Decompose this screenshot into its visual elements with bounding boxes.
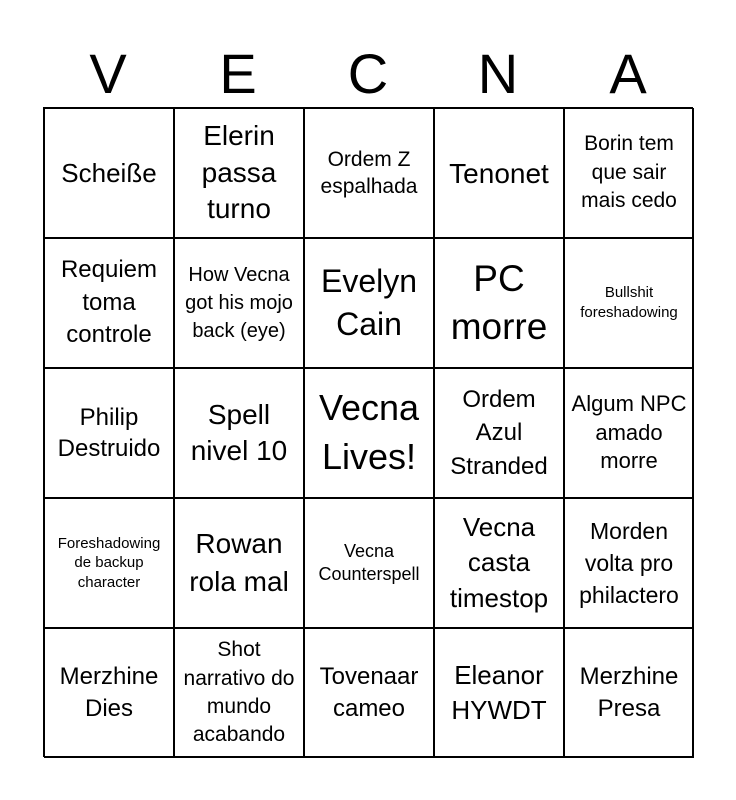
header-letter-n: N xyxy=(477,42,519,105)
header-letter-e: E xyxy=(219,42,257,105)
cell-text: Vecna casta timestop xyxy=(449,512,549,613)
cell-text: Eleanor HYWDT xyxy=(451,659,547,725)
cell-text: Morden volta pro philactero xyxy=(579,517,679,609)
cell-text: Merzhine Dies xyxy=(59,662,159,722)
bingo-cell-r5c2[interactable] xyxy=(174,628,304,758)
cell-text: Evelyn Cain xyxy=(320,262,418,342)
bingo-cell-r3c2[interactable] xyxy=(174,368,304,498)
cell-text: Tovenaar cameo xyxy=(319,662,419,722)
bingo-cell-r4c3[interactable] xyxy=(304,498,434,628)
bingo-cell-r1c4[interactable] xyxy=(434,108,564,238)
cell-text: Rowan rola mal xyxy=(189,528,289,597)
bingo-cell-r5c4[interactable] xyxy=(434,628,564,758)
cell-text: Philip Destruido xyxy=(57,403,161,462)
bingo-cell-r2c2[interactable] xyxy=(174,238,304,368)
header-letter-c: C xyxy=(347,42,389,105)
cell-text: Shot narrativo do mundo acabando xyxy=(183,638,295,747)
bingo-cell-r2c1[interactable] xyxy=(44,238,174,368)
cell-text: Requiem toma controle xyxy=(60,256,158,349)
bingo-cell-r1c1[interactable] xyxy=(44,108,174,238)
cell-text: Merzhine Presa xyxy=(579,662,679,722)
bingo-cell-r3c5[interactable] xyxy=(564,368,694,498)
bingo-cell-r2c3[interactable] xyxy=(304,238,434,368)
bingo-cell-r5c5[interactable] xyxy=(564,628,694,758)
bingo-cell-r4c1[interactable] xyxy=(44,498,174,628)
header-letter-v: V xyxy=(89,42,127,105)
bingo-cell-r1c2[interactable] xyxy=(174,108,304,238)
cell-text: Tenonet xyxy=(449,157,549,189)
bingo-cell-r1c5[interactable] xyxy=(564,108,694,238)
cell-text: Elerin passa turno xyxy=(201,120,277,225)
bingo-cell-r3c4[interactable] xyxy=(434,368,564,498)
cell-text: Ordem Z espalhada xyxy=(320,147,418,198)
bingo-cell-r2c4[interactable] xyxy=(434,238,564,368)
bingo-cell-r3c3[interactable] xyxy=(304,368,434,498)
cell-text: Spell nivel 10 xyxy=(190,398,288,466)
cell-text: Foreshadowing de backup character xyxy=(57,534,161,591)
bingo-cell-r1c3[interactable] xyxy=(304,108,434,238)
header-letter-a: A xyxy=(609,42,647,105)
bingo-cell-r3c1[interactable] xyxy=(44,368,174,498)
cell-text: Bullshit foreshadowing xyxy=(580,283,678,321)
bingo-cell-r4c5[interactable] xyxy=(564,498,694,628)
cell-text: PC morre xyxy=(450,257,548,347)
cell-text: Vecna Lives! xyxy=(318,387,420,477)
cell-text: How Vecna got his mojo back (eye) xyxy=(185,264,293,342)
bingo-header xyxy=(43,40,693,108)
bingo-cell-r2c5[interactable] xyxy=(564,238,694,368)
cell-text: Ordem Azul Stranded xyxy=(450,385,548,480)
bingo-cell-r4c4[interactable] xyxy=(434,498,564,628)
bingo-board xyxy=(43,107,693,757)
cell-text: Algum NPC amado morre xyxy=(571,391,687,474)
cell-text: Scheiße xyxy=(61,157,157,188)
cell-text: Vecna Counterspell xyxy=(318,540,420,584)
bingo-cell-r5c3[interactable] xyxy=(304,628,434,758)
bingo-cell-r5c1[interactable] xyxy=(44,628,174,758)
bingo-cell-r4c2[interactable] xyxy=(174,498,304,628)
cell-text: Borin tem que sair mais cedo xyxy=(581,132,677,213)
